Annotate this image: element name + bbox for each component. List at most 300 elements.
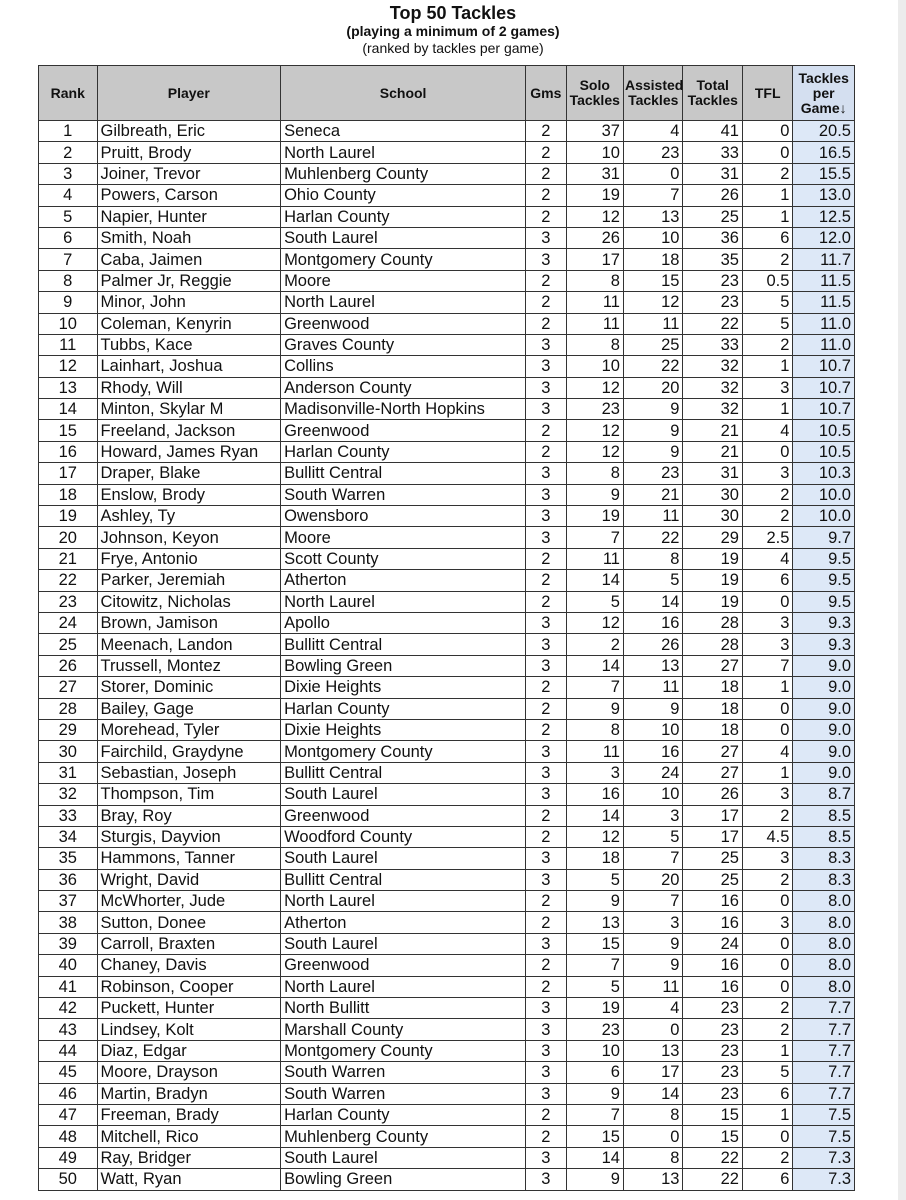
tpg-cell: 10.5 (793, 441, 855, 462)
player-cell: Puckett, Hunter (97, 998, 281, 1019)
solo-cell: 19 (566, 506, 623, 527)
assisted-cell: 15 (623, 270, 683, 291)
school-cell: Bullitt Central (281, 762, 526, 783)
assisted-cell: 11 (623, 313, 683, 334)
table-row (39, 784, 855, 805)
games-cell: 3 (526, 741, 566, 762)
player-cell: Chaney, Davis (97, 955, 281, 976)
solo-cell: 12 (566, 612, 623, 633)
tpg-cell: 9.0 (793, 719, 855, 740)
sort-down-arrow-icon: ↓ (839, 99, 847, 116)
total-cell: 19 (683, 591, 743, 612)
rank-cell: 34 (39, 826, 98, 847)
games-cell: 2 (526, 591, 566, 612)
solo-cell: 18 (566, 848, 623, 869)
player-cell: Pruitt, Brody (97, 142, 281, 163)
tfl-cell: 1 (742, 399, 792, 420)
school-cell: Harlan County (281, 206, 526, 227)
tpg-cell: 8.5 (793, 826, 855, 847)
games-cell: 3 (526, 634, 566, 655)
rank-cell: 13 (39, 377, 98, 398)
player-cell: Ashley, Ty (97, 506, 281, 527)
school-cell: North Laurel (281, 891, 526, 912)
tfl-cell: 5 (742, 1062, 792, 1083)
games-cell: 3 (526, 1062, 566, 1083)
tpg-cell: 8.3 (793, 848, 855, 869)
player-cell: Meenach, Landon (97, 634, 281, 655)
rank-cell: 2 (39, 142, 98, 163)
tpg-cell: 10.7 (793, 399, 855, 420)
table-row (39, 527, 855, 548)
total-cell: 32 (683, 399, 743, 420)
games-cell: 3 (526, 655, 566, 676)
player-cell: Diaz, Edgar (97, 1040, 281, 1061)
assisted-cell: 18 (623, 249, 683, 270)
table-row (39, 121, 855, 142)
tpg-label-line2: per (812, 84, 835, 101)
tpg-cell: 13.0 (793, 185, 855, 206)
rank-cell: 47 (39, 1104, 98, 1125)
table-row (39, 869, 855, 890)
tpg-cell: 12.5 (793, 206, 855, 227)
total-cell: 17 (683, 805, 743, 826)
solo-cell: 3 (566, 762, 623, 783)
rank-cell: 44 (39, 1040, 98, 1061)
rank-cell: 46 (39, 1083, 98, 1104)
tfl-cell: 2.5 (742, 527, 792, 548)
tfl-cell: 1 (742, 185, 792, 206)
school-cell: South Laurel (281, 1147, 526, 1168)
total-cell: 23 (683, 1062, 743, 1083)
player-cell: Citowitz, Nicholas (97, 591, 281, 612)
total-cell: 23 (683, 1019, 743, 1040)
tfl-cell: 0 (742, 1126, 792, 1147)
tfl-cell: 3 (742, 463, 792, 484)
solo-cell: 17 (566, 249, 623, 270)
games-cell: 3 (526, 933, 566, 954)
school-cell: Moore (281, 270, 526, 291)
solo-cell: 9 (566, 1169, 623, 1190)
page-subtitle: (playing a minimum of 2 games) (346, 23, 560, 39)
total-cell: 26 (683, 784, 743, 805)
rank-cell: 36 (39, 869, 98, 890)
total-cell: 32 (683, 377, 743, 398)
total-cell: 15 (683, 1126, 743, 1147)
games-cell: 3 (526, 506, 566, 527)
tfl-cell: 0 (742, 933, 792, 954)
table-row (39, 506, 855, 527)
tfl-cell: 0.5 (742, 270, 792, 291)
tfl-cell: 1 (742, 206, 792, 227)
tpg-cell: 11.5 (793, 292, 855, 313)
total-cell: 30 (683, 484, 743, 505)
column-header-school[interactable]: School (281, 66, 526, 121)
rank-cell: 28 (39, 698, 98, 719)
player-cell: Storer, Dominic (97, 677, 281, 698)
table-row (39, 292, 855, 313)
assisted-cell: 17 (623, 1062, 683, 1083)
school-cell: North Bullitt (281, 998, 526, 1019)
column-header-games[interactable]: Gms (526, 66, 566, 121)
table-row (39, 826, 855, 847)
solo-cell: 14 (566, 655, 623, 676)
tfl-cell: 7 (742, 655, 792, 676)
school-cell: Anderson County (281, 377, 526, 398)
tfl-cell: 2 (742, 998, 792, 1019)
player-cell: Brown, Jamison (97, 612, 281, 633)
table-row (39, 1169, 855, 1190)
school-cell: Seneca (281, 121, 526, 142)
rank-cell: 15 (39, 420, 98, 441)
tpg-cell: 9.3 (793, 612, 855, 633)
games-cell: 2 (526, 698, 566, 719)
games-cell: 2 (526, 548, 566, 569)
assisted-cell: 4 (623, 998, 683, 1019)
tpg-cell: 9.0 (793, 741, 855, 762)
tpg-cell: 7.7 (793, 1083, 855, 1104)
games-cell: 2 (526, 185, 566, 206)
assisted-cell: 13 (623, 1040, 683, 1061)
table-row (39, 762, 855, 783)
player-cell: Sutton, Donee (97, 912, 281, 933)
school-cell: Greenwood (281, 420, 526, 441)
solo-cell: 7 (566, 677, 623, 698)
player-cell: Mitchell, Rico (97, 1126, 281, 1147)
tfl-cell: 3 (742, 634, 792, 655)
player-cell: Coleman, Kenyrin (97, 313, 281, 334)
school-cell: South Laurel (281, 227, 526, 248)
games-cell: 3 (526, 784, 566, 805)
tpg-cell: 8.0 (793, 912, 855, 933)
school-cell: Harlan County (281, 1104, 526, 1125)
table-row (39, 933, 855, 954)
games-cell: 3 (526, 334, 566, 355)
player-cell: Lindsey, Kolt (97, 1019, 281, 1040)
player-cell: Powers, Carson (97, 185, 281, 206)
total-cell: 22 (683, 313, 743, 334)
player-cell: Thompson, Tim (97, 784, 281, 805)
table-row (39, 249, 855, 270)
table-body (39, 121, 855, 1191)
player-cell: Caba, Jaimen (97, 249, 281, 270)
rank-cell: 50 (39, 1169, 98, 1190)
tpg-cell: 9.5 (793, 591, 855, 612)
tfl-cell: 3 (742, 784, 792, 805)
school-cell: Muhlenberg County (281, 163, 526, 184)
total-label-line1: Total (696, 77, 729, 93)
total-cell: 16 (683, 891, 743, 912)
rank-cell: 26 (39, 655, 98, 676)
table-row (39, 570, 855, 591)
solo-cell: 23 (566, 399, 623, 420)
school-cell: Marshall County (281, 1019, 526, 1040)
rank-cell: 11 (39, 334, 98, 355)
table-row (39, 313, 855, 334)
player-cell: Tubbs, Kace (97, 334, 281, 355)
solo-cell: 6 (566, 1062, 623, 1083)
table-row (39, 805, 855, 826)
assisted-cell: 23 (623, 142, 683, 163)
tfl-cell: 0 (742, 891, 792, 912)
total-cell: 32 (683, 356, 743, 377)
total-cell: 33 (683, 142, 743, 163)
table-row (39, 998, 855, 1019)
solo-cell: 5 (566, 591, 623, 612)
tpg-cell: 7.3 (793, 1169, 855, 1190)
solo-cell: 9 (566, 484, 623, 505)
games-cell: 2 (526, 121, 566, 142)
total-cell: 16 (683, 976, 743, 997)
assisted-cell: 0 (623, 163, 683, 184)
tpg-cell: 9.3 (793, 634, 855, 655)
total-cell: 23 (683, 292, 743, 313)
column-header-tfl[interactable]: TFL (742, 66, 792, 121)
table-row (39, 891, 855, 912)
games-cell: 2 (526, 1104, 566, 1125)
school-cell: South Laurel (281, 848, 526, 869)
tfl-cell: 2 (742, 249, 792, 270)
tfl-cell: 6 (742, 570, 792, 591)
table-row (39, 612, 855, 633)
rank-cell: 23 (39, 591, 98, 612)
solo-cell: 26 (566, 227, 623, 248)
school-cell: Harlan County (281, 698, 526, 719)
games-cell: 3 (526, 1040, 566, 1061)
school-cell: South Warren (281, 1062, 526, 1083)
solo-cell: 9 (566, 1083, 623, 1104)
school-cell: Bullitt Central (281, 869, 526, 890)
tfl-cell: 2 (742, 506, 792, 527)
player-cell: Sebastian, Joseph (97, 762, 281, 783)
assisted-label-line2: Tackles (628, 92, 679, 108)
tfl-cell: 1 (742, 677, 792, 698)
solo-cell: 11 (566, 548, 623, 569)
tfl-cell: 3 (742, 612, 792, 633)
assisted-cell: 5 (623, 570, 683, 591)
rank-cell: 24 (39, 612, 98, 633)
player-cell: McWhorter, Jude (97, 891, 281, 912)
tpg-cell: 8.0 (793, 976, 855, 997)
assisted-cell: 26 (623, 634, 683, 655)
tfl-cell: 0 (742, 976, 792, 997)
table-row (39, 441, 855, 462)
column-header-player[interactable]: Player (97, 66, 281, 121)
school-cell: Greenwood (281, 805, 526, 826)
player-cell: Morehead, Tyler (97, 719, 281, 740)
tfl-cell: 2 (742, 869, 792, 890)
table-row (39, 227, 855, 248)
games-cell: 3 (526, 527, 566, 548)
assisted-cell: 8 (623, 548, 683, 569)
player-cell: Martin, Bradyn (97, 1083, 281, 1104)
solo-cell: 13 (566, 912, 623, 933)
assisted-cell: 12 (623, 292, 683, 313)
games-cell: 3 (526, 249, 566, 270)
assisted-cell: 3 (623, 805, 683, 826)
tpg-cell: 8.0 (793, 891, 855, 912)
table-row (39, 399, 855, 420)
solo-cell: 19 (566, 185, 623, 206)
tpg-cell: 8.3 (793, 869, 855, 890)
rank-cell: 35 (39, 848, 98, 869)
tpg-cell: 7.5 (793, 1104, 855, 1125)
total-cell: 28 (683, 612, 743, 633)
assisted-cell: 9 (623, 933, 683, 954)
total-cell: 22 (683, 1169, 743, 1190)
tfl-cell: 6 (742, 227, 792, 248)
total-cell: 26 (683, 185, 743, 206)
solo-cell: 12 (566, 377, 623, 398)
player-cell: Rhody, Will (97, 377, 281, 398)
school-cell: Dixie Heights (281, 677, 526, 698)
column-header-total-tackles[interactable] (683, 66, 743, 121)
rank-cell: 42 (39, 998, 98, 1019)
games-cell: 3 (526, 377, 566, 398)
page-edge (898, 0, 906, 1200)
player-cell: Bailey, Gage (97, 698, 281, 719)
solo-cell: 31 (566, 163, 623, 184)
assisted-cell: 22 (623, 527, 683, 548)
player-cell: Moore, Drayson (97, 1062, 281, 1083)
school-cell: Scott County (281, 548, 526, 569)
column-header-tackles-per-game[interactable] (793, 66, 855, 121)
table-row (39, 484, 855, 505)
column-header-solo-tackles[interactable] (566, 66, 623, 121)
school-cell: North Laurel (281, 142, 526, 163)
solo-cell: 16 (566, 784, 623, 805)
table-row (39, 1147, 855, 1168)
school-cell: Montgomery County (281, 249, 526, 270)
player-cell: Freeman, Brady (97, 1104, 281, 1125)
table-row (39, 677, 855, 698)
rank-cell: 12 (39, 356, 98, 377)
tfl-cell: 0 (742, 121, 792, 142)
school-cell: South Laurel (281, 784, 526, 805)
school-cell: Montgomery County (281, 1040, 526, 1061)
player-cell: Carroll, Braxten (97, 933, 281, 954)
assisted-cell: 0 (623, 1019, 683, 1040)
school-cell: South Laurel (281, 933, 526, 954)
rank-cell: 38 (39, 912, 98, 933)
tpg-cell: 15.5 (793, 163, 855, 184)
tfl-cell: 1 (742, 762, 792, 783)
rank-cell: 25 (39, 634, 98, 655)
tpg-cell: 7.7 (793, 998, 855, 1019)
school-cell: Graves County (281, 334, 526, 355)
solo-cell: 2 (566, 634, 623, 655)
rank-cell: 8 (39, 270, 98, 291)
solo-cell: 14 (566, 805, 623, 826)
player-cell: Minton, Skylar M (97, 399, 281, 420)
solo-cell: 10 (566, 1040, 623, 1061)
school-cell: Moore (281, 527, 526, 548)
school-cell: South Warren (281, 1083, 526, 1104)
games-cell: 2 (526, 955, 566, 976)
games-cell: 2 (526, 805, 566, 826)
games-cell: 3 (526, 1169, 566, 1190)
player-cell: Frye, Antonio (97, 548, 281, 569)
rank-cell: 29 (39, 719, 98, 740)
school-cell: Bowling Green (281, 1169, 526, 1190)
tpg-cell: 10.0 (793, 506, 855, 527)
games-cell: 2 (526, 292, 566, 313)
solo-cell: 8 (566, 270, 623, 291)
table-row (39, 912, 855, 933)
assisted-cell: 24 (623, 762, 683, 783)
tpg-cell: 7.7 (793, 1040, 855, 1061)
assisted-label-line1: Assisted (624, 77, 684, 93)
column-header-rank[interactable]: Rank (39, 66, 98, 121)
games-cell: 3 (526, 848, 566, 869)
solo-cell: 14 (566, 570, 623, 591)
solo-cell: 8 (566, 719, 623, 740)
table-row (39, 420, 855, 441)
school-cell: South Warren (281, 484, 526, 505)
games-cell: 2 (526, 976, 566, 997)
tfl-cell: 5 (742, 292, 792, 313)
school-cell: Madisonville-North Hopkins (281, 399, 526, 420)
school-cell: Ohio County (281, 185, 526, 206)
player-cell: Wright, David (97, 869, 281, 890)
solo-cell: 8 (566, 463, 623, 484)
tpg-cell: 10.7 (793, 377, 855, 398)
games-cell: 3 (526, 998, 566, 1019)
total-cell: 25 (683, 848, 743, 869)
player-cell: Bray, Roy (97, 805, 281, 826)
tfl-cell: 4 (742, 548, 792, 569)
games-cell: 2 (526, 912, 566, 933)
school-cell: Montgomery County (281, 741, 526, 762)
column-header-assisted-tackles[interactable] (623, 66, 683, 121)
school-cell: Bullitt Central (281, 634, 526, 655)
solo-cell: 12 (566, 441, 623, 462)
table-row (39, 698, 855, 719)
tpg-cell: 9.0 (793, 698, 855, 719)
school-cell: Owensboro (281, 506, 526, 527)
solo-cell: 23 (566, 1019, 623, 1040)
games-cell: 2 (526, 420, 566, 441)
total-cell: 17 (683, 826, 743, 847)
assisted-cell: 7 (623, 848, 683, 869)
solo-cell: 10 (566, 142, 623, 163)
total-cell: 29 (683, 527, 743, 548)
solo-cell: 12 (566, 206, 623, 227)
rank-cell: 6 (39, 227, 98, 248)
solo-label-line1: Solo (579, 77, 610, 93)
header-row (39, 66, 855, 121)
assisted-cell: 14 (623, 591, 683, 612)
player-cell: Napier, Hunter (97, 206, 281, 227)
tpg-cell: 9.5 (793, 570, 855, 591)
games-cell: 2 (526, 163, 566, 184)
table-row (39, 185, 855, 206)
assisted-cell: 10 (623, 719, 683, 740)
solo-cell: 9 (566, 698, 623, 719)
tfl-cell: 1 (742, 1104, 792, 1125)
player-cell: Fairchild, Graydyne (97, 741, 281, 762)
player-cell: Gilbreath, Eric (97, 121, 281, 142)
assisted-cell: 11 (623, 976, 683, 997)
total-label-line2: Tackles (687, 92, 738, 108)
tpg-cell: 8.0 (793, 933, 855, 954)
total-cell: 25 (683, 206, 743, 227)
player-cell: Sturgis, Dayvion (97, 826, 281, 847)
tfl-cell: 0 (742, 142, 792, 163)
total-cell: 21 (683, 420, 743, 441)
table-row (39, 976, 855, 997)
tfl-cell: 0 (742, 591, 792, 612)
total-cell: 24 (683, 933, 743, 954)
